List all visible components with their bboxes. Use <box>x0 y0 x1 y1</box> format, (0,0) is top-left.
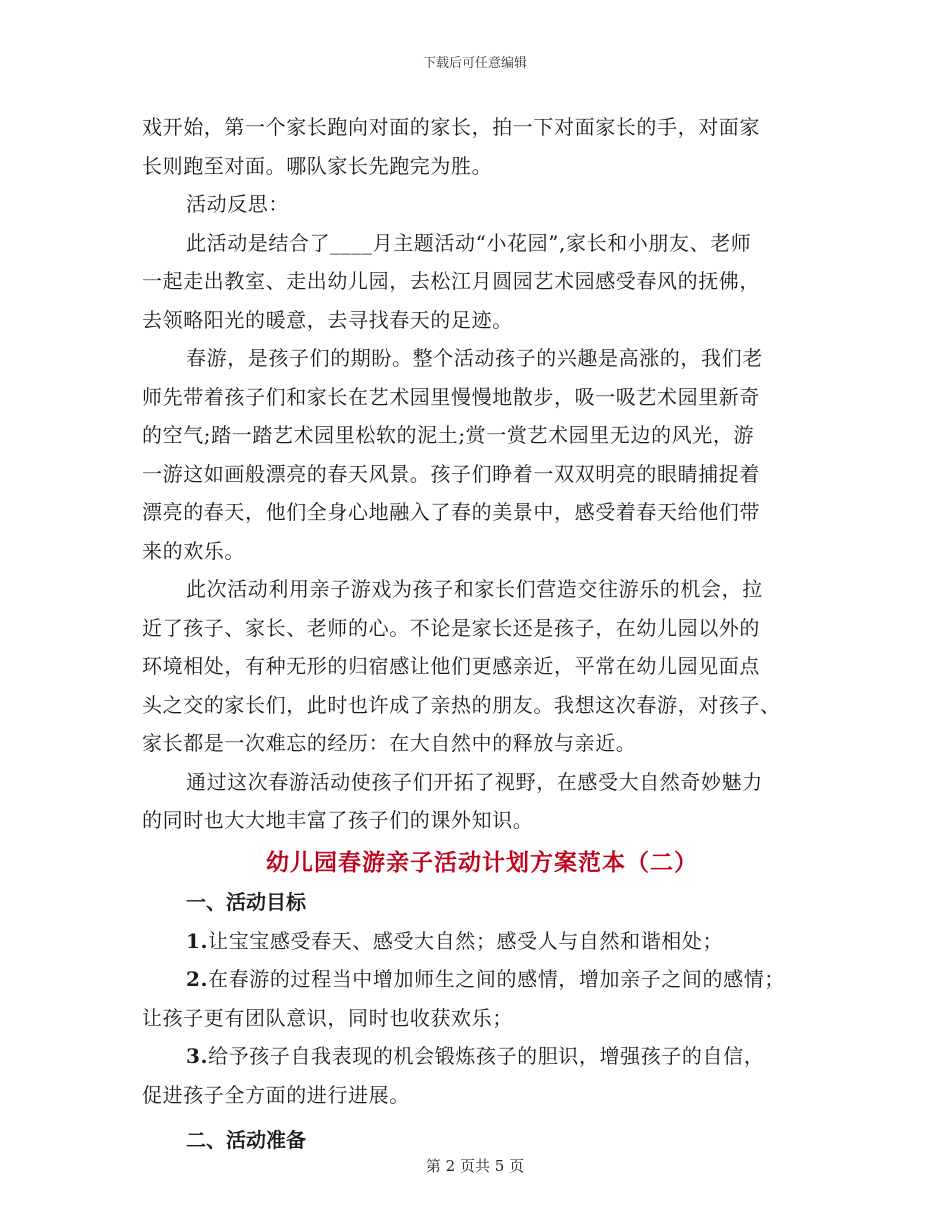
paragraph-line: 此次活动利用亲子游戏为孩子和家长们营造交往游乐的机会，拉 <box>186 577 763 601</box>
paragraph-line: 漂亮的春天，他们全身心地融入了春的美景中，感受着春天给他们带 <box>142 500 760 524</box>
paragraph-line: 一起走出教室、走出幼儿园，去松江月圆园艺术园感受春风的抚佛， <box>142 269 760 293</box>
page-header: 下载后可任意编辑 <box>422 56 527 71</box>
paragraph-line: 此活动是结合了____月主题活动“小花园”,家长和小朋友、老师 <box>186 230 752 255</box>
heading-objectives: 一、活动目标 <box>186 889 306 914</box>
paragraph-line: 的同时也大大地丰富了孩子们的课外知识。 <box>142 808 534 832</box>
section-title: 幼儿园春游亲子活动计划方案范本（二） <box>266 848 698 876</box>
item-number: 1. <box>186 928 209 953</box>
paragraph-line: 头之交的家长们，此时也许成了亲热的朋友。我想这次春游，对孩子、 <box>142 692 781 717</box>
list-item <box>142 922 822 961</box>
paragraph-line: 戏开始，第一个家长跑向对面的家长，拍一下对面家长的手，对面家 <box>142 115 760 139</box>
item-number: 3. <box>186 1044 209 1068</box>
paragraph-line: 去领略阳光的暖意，去寻找春天的足迹。 <box>142 307 513 332</box>
paragraph-line: 家长都是一次难忘的经历：在大自然中的释放与亲近。 <box>142 731 637 755</box>
paragraph-line: 让孩子更有团队意识，同时也收获欢乐； <box>142 1005 513 1030</box>
heading-preparation: 二、活动准备 <box>186 1128 306 1152</box>
item-text: 在春游的过程当中增加师生之间的感情，增加亲子之间的感情； <box>208 967 785 991</box>
paragraph-line: 近了孩子、家长、老师的心。不论是家长还是孩子，在幼儿园以外的 <box>142 615 760 640</box>
paragraph-line: 师先带着孩子们和家长在艺术园里慢慢地散步，吸一吸艺术园里新奇 <box>142 384 760 409</box>
list-item <box>142 1037 822 1076</box>
paragraph-line: 的空气;踏一踏艺术园里松软的泥土;赏一赏艺术园里无边的风光，游 <box>142 423 755 447</box>
document-body <box>142 108 822 1160</box>
list-item <box>142 960 822 999</box>
item-text: 让宝宝感受春天、感受大自然；感受人与自然和谐相处； <box>208 928 724 953</box>
paragraph-line: 春游，是孩子们的期盼。整个活动孩子的兴趣是高涨的，我们老 <box>186 346 763 370</box>
item-number: 2. <box>186 967 209 991</box>
paragraph-line: 通过这次春游活动使孩子们开拓了视野，在感受大自然奇妙魅力 <box>186 769 763 794</box>
reflection-label: 活动反思： <box>186 192 289 216</box>
item-text: 给予孩子自我表现的机会锻炼孩子的胆识，增强孩子的自信， <box>208 1044 765 1068</box>
page-footer: 第 2 页共 5 页 <box>425 1157 525 1175</box>
paragraph-line: 促进孩子全方面的进行进展。 <box>142 1082 410 1107</box>
paragraph-line: 一游这如画般漂亮的春天风景。孩子们睁着一双双明亮的眼睛捕捉着 <box>142 461 760 486</box>
paragraph-line: 长则跑至对面。哪队家长先跑完为胜。 <box>142 153 493 178</box>
paragraph-line: 环境相处，有种无形的归宿感让他们更感亲近，平常在幼儿园见面点 <box>142 654 760 678</box>
paragraph-line: 来的欢乐。 <box>142 538 245 563</box>
